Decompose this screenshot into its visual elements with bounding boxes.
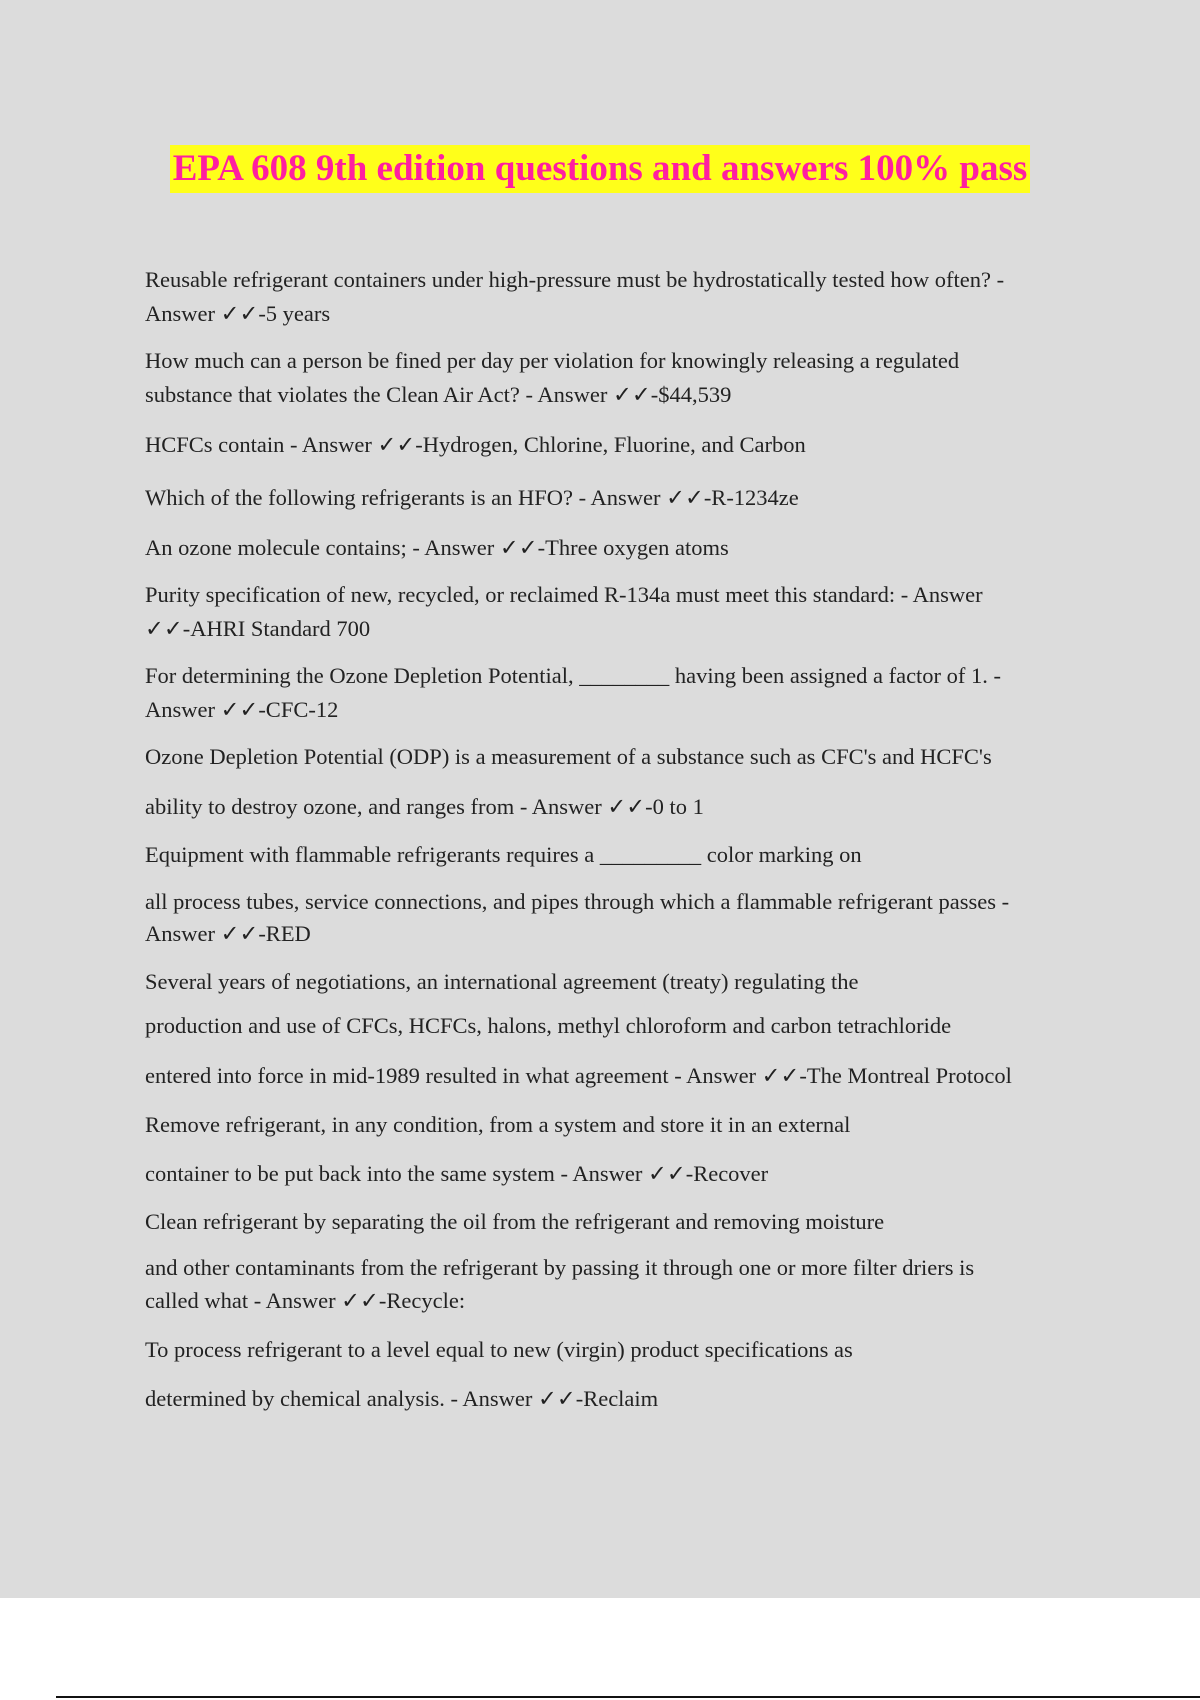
- qa-line: Reusable refrigerant containers under high-pressure must be hydrostatically tested how often? -: [145, 267, 1005, 292]
- qa-line: substance that violates the Clean Air Act? - Answer ✓✓-$44,539: [145, 382, 732, 407]
- qa-line: To process refrigerant to a level equal to new (virgin) product specifications as: [145, 1337, 853, 1362]
- qa-line: Answer ✓✓-RED: [145, 921, 311, 946]
- qa-line: ✓✓-AHRI Standard 700: [145, 616, 371, 641]
- qa-line: How much can a person be fined per day per violation for knowingly releasing a regulated: [145, 348, 960, 373]
- qa-line: Equipment with flammable refrigerants requires a _________ color marking on: [145, 842, 862, 867]
- qa-line: Purity specification of new, recycled, or reclaimed R-134a must meet this standard: - Answer: [145, 582, 983, 607]
- qa-line: Answer ✓✓-CFC-12: [145, 697, 339, 722]
- qa-line: all process tubes, service connections, and pipes through which a flammable refrigerant passes -: [145, 889, 1010, 914]
- qa-line: Answer ✓✓-5 years: [145, 301, 331, 326]
- qa-line: called what - Answer ✓✓-Recycle:: [145, 1288, 466, 1313]
- document-title: EPA 608 9th edition questions and answers 100% pass: [170, 145, 1031, 193]
- qa-line: Which of the following refrigerants is an HFO? - Answer ✓✓-R-1234ze: [145, 485, 799, 510]
- qa-line: and other contaminants from the refrigerant by passing it through one or more filter driers is: [145, 1255, 975, 1280]
- qa-line: An ozone molecule contains; - Answer ✓✓-Three oxygen atoms: [145, 535, 729, 560]
- footer-divider: [56, 1696, 1200, 1698]
- qa-line: For determining the Ozone Depletion Potential, ________ having been assigned a factor of 1. -: [145, 663, 1002, 688]
- qa-line: Ozone Depletion Potential (ODP) is a measurement of a substance such as CFC's and HCFC's: [145, 744, 992, 769]
- qa-line: production and use of CFCs, HCFCs, halons, methyl chloroform and carbon tetrachloride: [145, 1013, 952, 1038]
- qa-line: entered into force in mid-1989 resulted in what agreement - Answer ✓✓-The Montreal Protocol: [145, 1063, 1012, 1088]
- qa-line: ability to destroy ozone, and ranges from - Answer ✓✓-0 to 1: [145, 794, 704, 819]
- qa-line: container to be put back into the same system - Answer ✓✓-Recover: [145, 1161, 769, 1186]
- qa-line: Clean refrigerant by separating the oil from the refrigerant and removing moisture: [145, 1209, 885, 1234]
- qa-line: Remove refrigerant, in any condition, from a system and store it in an external: [145, 1112, 851, 1137]
- title-block: [0, 145, 1200, 193]
- qa-line: HCFCs contain - Answer ✓✓-Hydrogen, Chlorine, Fluorine, and Carbon: [145, 432, 806, 457]
- qa-line: determined by chemical analysis. - Answer ✓✓-Reclaim: [145, 1386, 659, 1411]
- qa-line: Several years of negotiations, an international agreement (treaty) regulating the: [145, 969, 859, 994]
